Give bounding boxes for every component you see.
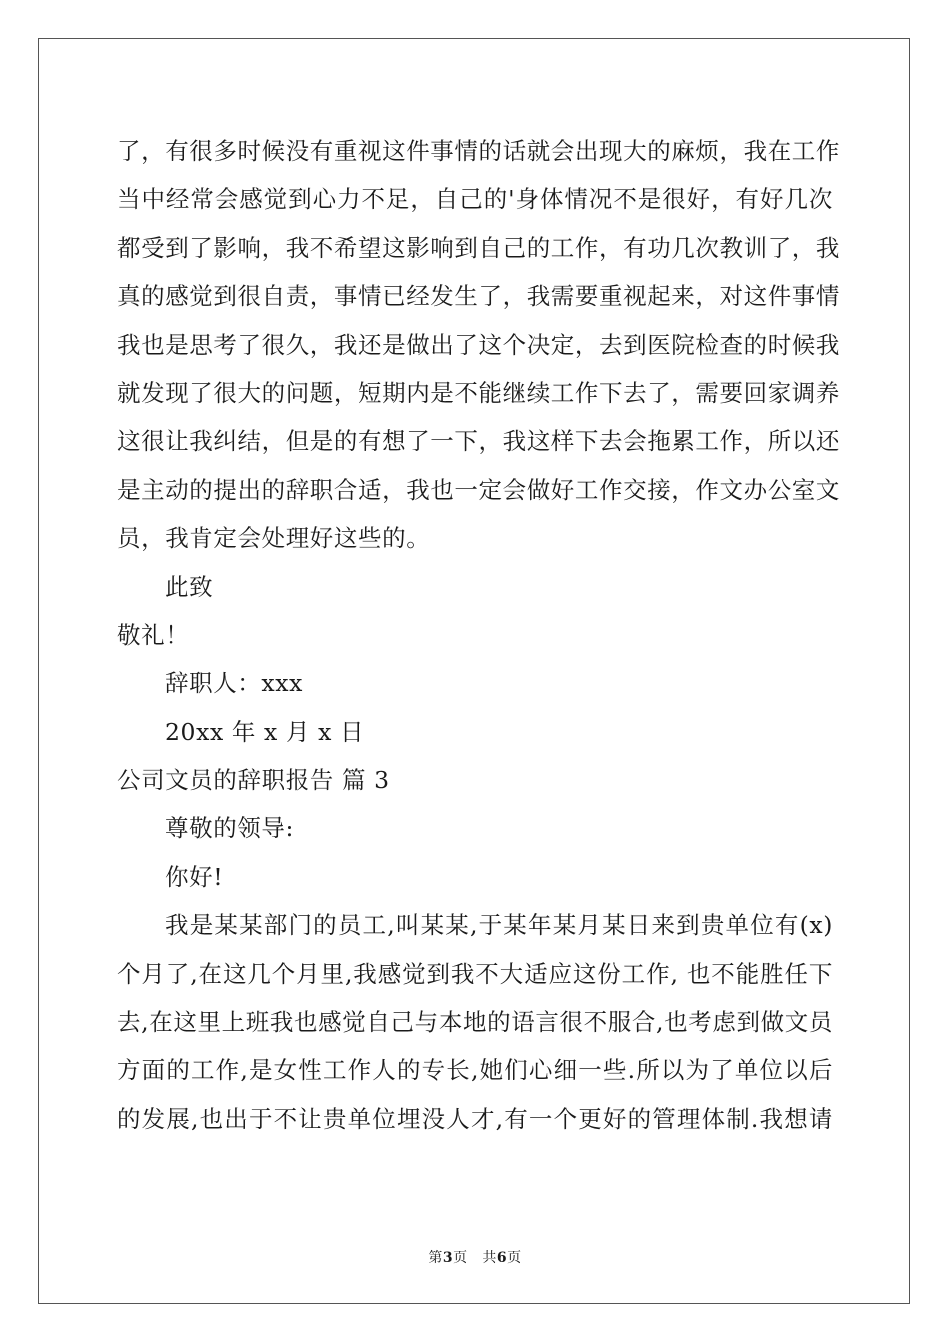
greeting: 你好! [165,862,224,891]
paragraph-line: 个月了,在这几个月里,我感觉到我不大适应这份工作, 也不能胜任下 [117,959,833,988]
paragraph-line: 的发展,也出于不让贵单位埋没人才,有一个更好的管理体制.我想请 [117,1104,833,1133]
paragraph-line: 就发现了很大的问题，短期内是不能继续工作下去了，需要回家调养 [117,378,840,407]
paragraph-line: 我也是思考了很久，我还是做出了这个决定，去到医院检查的时候我 [117,330,840,359]
page-prefix: 第 [428,1250,443,1266]
current-page-number: 3 [442,1250,454,1266]
paragraph-line: 真的感觉到很自责，事情已经发生了，我需要重视起来，对这件事情 [117,282,840,311]
date-line: 20xx 年 x 月 x 日 [165,717,365,746]
total-page-count: 6 [496,1250,508,1266]
salutation: 尊敬的领导: [165,814,295,843]
paragraph-line: 方面的工作,是女性工作人的专长,她们心细一些.所以为了单位以后 [117,1056,833,1085]
paragraph-line: 了，有很多时候没有重视这件事情的话就会出现大的麻烦，我在工作 [117,137,840,165]
paragraph-line: 都受到了影响，我不希望这影响到自己的工作，有功几次教训了，我 [117,233,840,262]
paragraph-line: 这很让我纠结，但是的有想了一下，我这样下去会拖累工作，所以还 [117,427,840,456]
paragraph-line: 当中经常会感觉到心力不足，自己的'身体情况不是很好，有好几次 [117,185,833,214]
total-prefix: 共 [482,1250,497,1266]
paragraph-line: 员，我肯定会处理好这些的。 [117,524,431,553]
closing-salutation: 此致 [165,572,214,601]
total-suffix: 页 [507,1250,522,1266]
closing-regards: 敬礼！ [117,620,190,649]
document-body [117,127,840,1143]
signature-line: 辞职人：xxx [165,669,303,698]
section-heading: 公司文员的辞职报告 篇 3 [117,766,390,795]
paragraph-line: 我是某某部门的员工,叫某某,于某年某月某日来到贵单位有(x) [165,911,833,940]
paragraph-line: 去,在这里上班我也感觉自己与本地的语言很不服合,也考虑到做文员 [117,1008,833,1037]
page-footer [0,1247,950,1267]
page-suffix: 页 [453,1250,468,1266]
paragraph-line: 是主动的提出的辞职合适，我也一定会做好工作交接，作文办公室文 [117,475,840,504]
